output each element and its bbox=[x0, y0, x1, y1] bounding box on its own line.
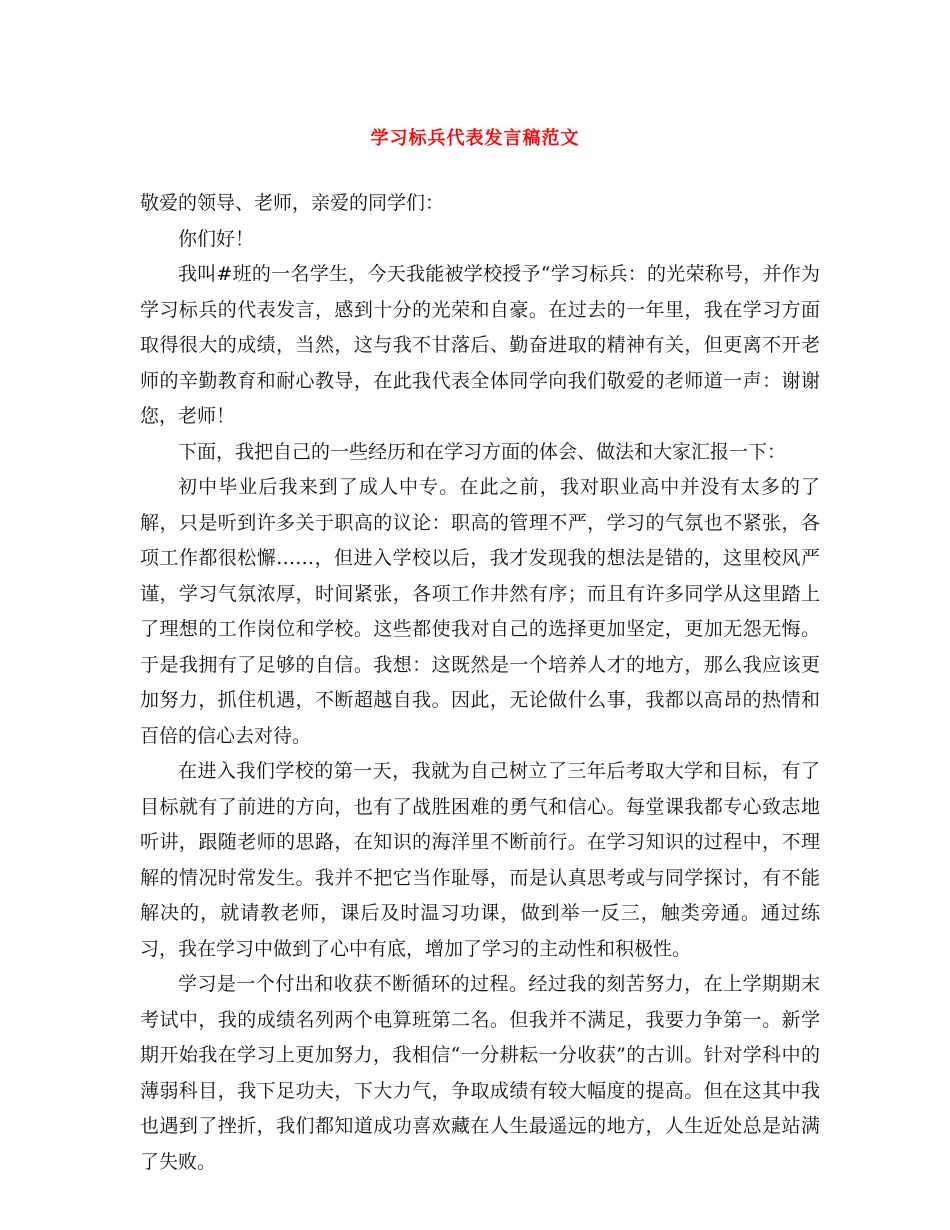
salutation-paragraph: 敬爱的领导、老师，亲爱的同学们： bbox=[140, 192, 445, 214]
body-paragraph: 我叫#班的一名学生，今天我能被学校授予“学习标兵：的光荣称号，并作为学习标兵的代表发言，感到十分的光荣和自豪。在过去的一年里，我在学习方面取得很大的成绩，当然，这与我不甘落后、勤奋进取的精神有关，但更离不开老师的辛勤教育和耐心教导，在此我代表全体同学向我们敬爱的老师道一声：谢谢您，老师！ bbox=[140, 263, 820, 427]
body-paragraph: 下面，我把自己的一些经历和在学习方面的体会、做法和大家汇报一下： bbox=[178, 440, 787, 463]
body-paragraph: 在进入我们学校的第一天，我就为自己树立了三年后考取大学和目标，有了目标就有了前进的方向，也有了战胜困难的勇气和信心。每堂课我都专心致志地听讲，跟随老师的思路，在知识的海洋里不断前行。在学习知识的过程中，不理解的情况时常发生。我并不把它当作耻辱，而是认真思考或与同学探讨，有不能解决的，就请教老师，课后及时温习功课，做到举一反三，触类旁通。通过练习，我在学习中做到了心中有底，增加了学习的主动性和积极性。 bbox=[140, 760, 820, 960]
body-paragraph: 初中毕业后我来到了成人中专。在此之前，我对职业高中并没有太多的了解，只是听到许多关于职高的议论：职高的管理不严，学习的气氛也不紧张，各项工作都很松懈……，但进入学校以后，我才发现我的想法是错的，这里校风严谨，学习气氛浓厚，时间紧张，各项工作井然有序；而且有许多同学从这里踏上了理想的工作岗位和学校。这些都使我对自己的选择更加坚定，更加无怨无悔。于是我拥有了足够的自信。我想：这既然是一个培养人才的地方，那么我应该更加努力，抓住机遇，不断超越自我。因此，无论做什么事，我都以高昂的热情和百倍的信心去对待。 bbox=[140, 476, 820, 747]
document-title: 学习标兵代表发言稿范文 bbox=[370, 128, 580, 149]
body-paragraph: 学习是一个付出和收获不断循环的过程。经过我的刻苦努力，在上学期期末考试中，我的成绩名列两个电算班第二名。但我并不满足，我要力争第一。新学期开始我在学习上更加努力，我相信“一分耕耘一分收获”的古训。针对学科中的薄弱科目，我下足功夫，下大力气，争取成绩有较大幅度的提高。但在这其中我也遇到了挫折，我们都知道成功喜欢藏在人生最遥远的地方，人生近处总是站满了失败。 bbox=[140, 973, 820, 1173]
greeting-paragraph: 你们好！ bbox=[178, 227, 255, 250]
document-body bbox=[140, 186, 820, 1180]
